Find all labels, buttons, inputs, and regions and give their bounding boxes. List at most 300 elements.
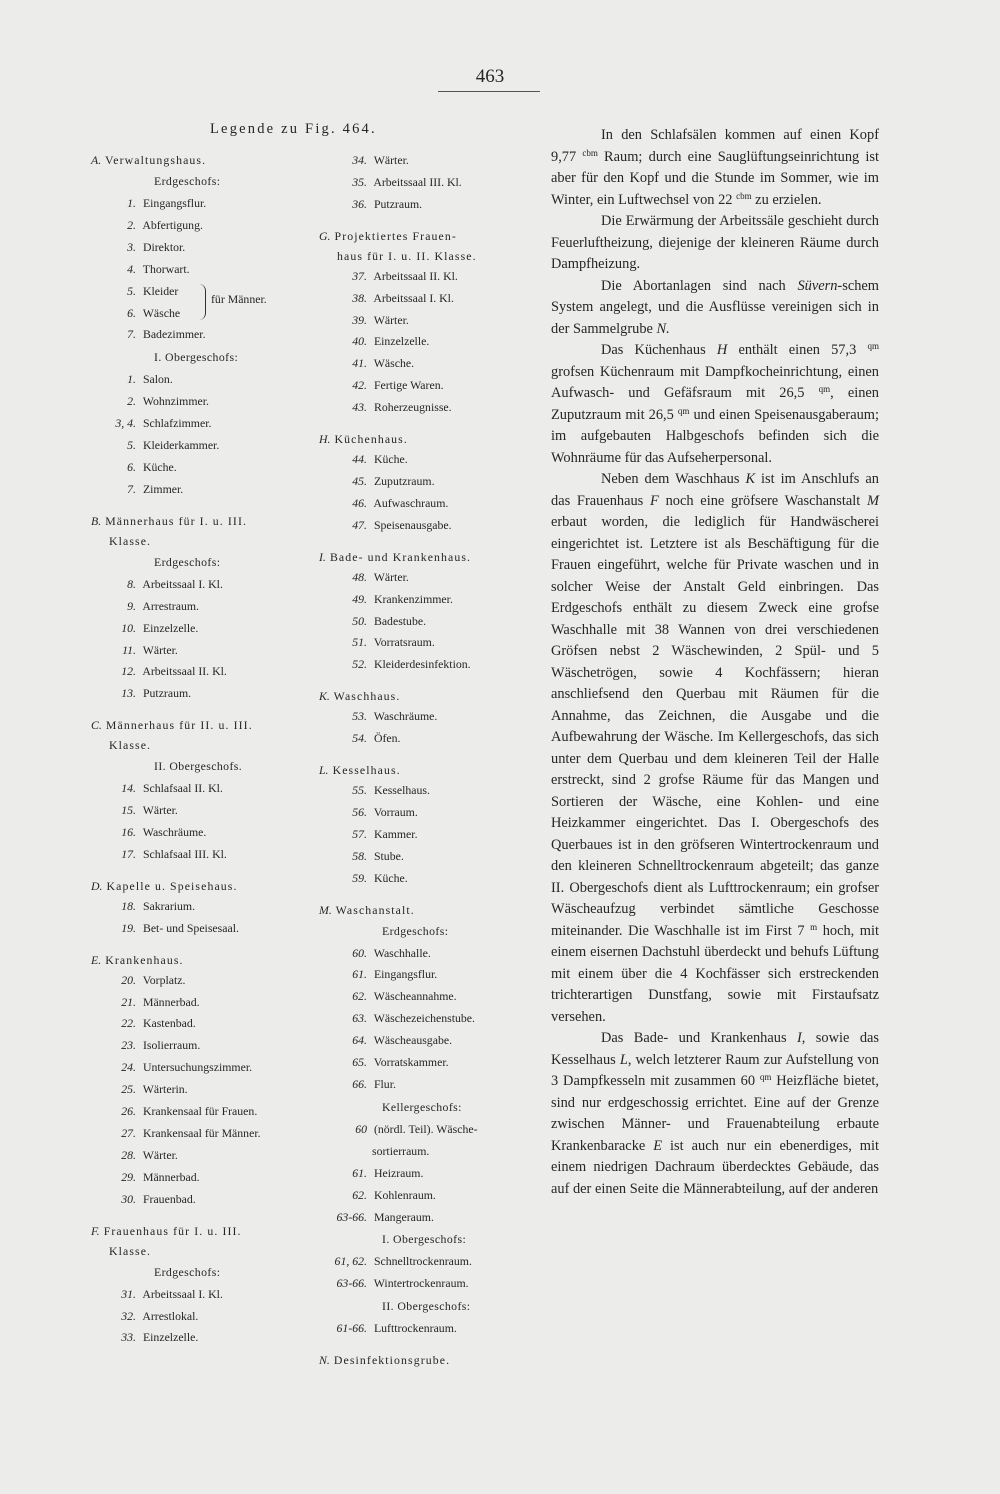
entry-number: 28. <box>121 1147 136 1162</box>
legend-entry <box>319 310 534 332</box>
legend-entry <box>91 574 331 596</box>
entry-number: 11. <box>122 642 136 657</box>
legend-entry <box>91 661 331 683</box>
entry-label: Arbeitssaal I. Kl. <box>373 290 454 305</box>
section-title: Kapelle u. Speisehaus. <box>106 878 238 893</box>
legend-section <box>91 876 331 940</box>
entry-number: 61, 62. <box>334 1254 367 1269</box>
entry-number: 62. <box>352 1187 367 1202</box>
legend-entry <box>319 943 534 965</box>
entry-number: 12. <box>121 664 136 679</box>
legend-section <box>91 715 331 866</box>
legend-section <box>319 429 534 537</box>
section-gap <box>319 419 534 429</box>
section-letter: A. <box>91 153 102 167</box>
legend-entry <box>319 1008 534 1030</box>
entry-label: Kesselhaus. <box>373 783 430 798</box>
legend-entry <box>91 391 331 413</box>
entry-label: Vorratsraum. <box>373 635 435 650</box>
entry-label: Isolierraum. <box>142 1038 201 1053</box>
entry-label: Abfertigung. <box>142 217 203 232</box>
section-letter: G. <box>319 228 331 243</box>
section-title: Waschanstalt. <box>335 902 415 917</box>
section-heading <box>91 1221 331 1241</box>
legend-entry <box>319 632 534 654</box>
entry-number: 6. <box>127 459 136 474</box>
legend-entry <box>319 331 534 353</box>
entry-number: 53. <box>352 709 367 724</box>
legend-entry <box>319 654 534 676</box>
entry-number: 36. <box>352 196 367 211</box>
legend-entry <box>319 780 534 802</box>
legend-entry <box>319 353 534 375</box>
legend-entry <box>91 640 331 662</box>
entry-number: 15. <box>121 803 136 818</box>
entry-number: 45. <box>352 473 367 488</box>
entry-number: 49. <box>352 591 367 606</box>
section-gap <box>319 537 534 547</box>
section-heading <box>319 686 534 706</box>
page-number-rule <box>438 91 540 92</box>
entry-label: Speisenausgabe. <box>373 517 452 532</box>
entry-label: Putzraum. <box>373 196 423 211</box>
legend-entry <box>91 1306 331 1328</box>
legend-entry <box>319 728 534 750</box>
entry-number: 60. <box>352 945 367 960</box>
legend-entry <box>319 172 534 194</box>
section-title: Desinfektionsgrube. <box>333 1353 451 1368</box>
entry-number: 35. <box>352 174 367 189</box>
legend-column-right <box>319 150 534 1370</box>
entry-label: Frauenbad. <box>142 1191 196 1206</box>
section-heading <box>319 900 534 920</box>
section-letter: M. <box>319 902 332 917</box>
entry-number: 57. <box>352 826 367 841</box>
section-gap <box>91 866 331 876</box>
legend-entry <box>91 369 331 391</box>
section-title: Verwaltungshaus. <box>105 153 207 167</box>
legend-entry <box>91 1284 331 1306</box>
entry-label: Putzraum. <box>142 686 192 701</box>
entry-label: Küche. <box>373 870 408 885</box>
entry-number: 31. <box>121 1286 136 1301</box>
legend-entry <box>91 479 331 501</box>
entry-number: 33. <box>121 1330 136 1345</box>
legend-entry <box>91 800 331 822</box>
legend-entry <box>319 964 534 986</box>
section-letter: N. <box>319 1353 330 1368</box>
entry-number: 48. <box>352 569 367 584</box>
legend-entry <box>319 802 534 824</box>
legend-entry <box>91 1013 331 1035</box>
entry-label-cont: sortierraum. <box>372 1143 430 1158</box>
entry-number: 18. <box>121 898 136 913</box>
entry-label: Fertige Waren. <box>373 378 444 393</box>
entry-label: Arrestraum. <box>142 598 199 613</box>
entry-number: 24. <box>121 1060 136 1075</box>
legend-entry <box>319 1030 534 1052</box>
entry-label: Zimmer. <box>142 481 184 496</box>
section-title: Projektiertes Frauen- <box>334 228 457 243</box>
legend-entry <box>319 449 534 471</box>
section-title-cont: Klasse. <box>109 738 152 753</box>
entry-number: 21. <box>121 994 136 1009</box>
entry-label: Stube. <box>373 848 404 863</box>
floor-heading: Kellergeschofs: <box>382 1099 462 1114</box>
legend-entry <box>91 970 331 992</box>
entry-number: 3. <box>127 239 136 254</box>
entry-label: Waschräume. <box>142 825 207 840</box>
floor-heading: Erdgeschofs: <box>154 554 221 569</box>
entry-number: 40. <box>352 334 367 349</box>
floor-heading: I. Obergeschofs: <box>382 1232 467 1247</box>
entry-number: 7. <box>127 481 136 496</box>
entry-label: Einzelzelle. <box>373 334 430 349</box>
section-title: Bade- und Krankenhaus. <box>329 549 472 564</box>
legend-entry <box>91 413 331 435</box>
entry-number: 34. <box>352 153 367 167</box>
entry-number: 54. <box>352 731 367 746</box>
entry-number: 63-66. <box>336 1276 367 1291</box>
entry-label: Krankenzimmer. <box>373 591 453 606</box>
section-gap <box>319 890 534 900</box>
section-gap <box>319 676 534 686</box>
section-gap <box>91 501 331 511</box>
legend-entry <box>319 266 534 288</box>
entry-number: 1. <box>127 372 136 387</box>
legend-section <box>319 1350 534 1370</box>
entry-label: Kleider <box>142 283 179 298</box>
entry-label: Wärter. <box>373 312 409 327</box>
entry-label: Flur. <box>373 1077 396 1091</box>
section-gap <box>319 216 534 226</box>
entry-label: Heizraum. <box>373 1165 424 1180</box>
legend-entry <box>91 1189 331 1211</box>
legend-entry <box>319 567 534 589</box>
legend-section <box>91 150 331 501</box>
section-heading <box>91 511 331 531</box>
entry-label: Sakrarium. <box>142 898 196 913</box>
legend-entry <box>91 1101 331 1123</box>
legend-entry <box>91 844 331 866</box>
legend-entry <box>91 215 331 237</box>
entry-number: 61. <box>352 967 367 982</box>
entry-label: Kleiderdesinfektion. <box>373 657 471 672</box>
entry-label: Zuputzraum. <box>373 473 435 488</box>
section-heading <box>319 760 534 780</box>
legend-section <box>319 547 534 677</box>
entry-label: Waschräume. <box>373 709 438 724</box>
section-letter: C. <box>91 718 102 733</box>
section-title: Frauenhaus für I. u. III. <box>103 1223 242 1238</box>
legend-entry <box>319 706 534 728</box>
entry-number: 41. <box>352 356 367 371</box>
entry-label: Küche. <box>142 459 177 474</box>
entry-number: 20. <box>121 972 136 987</box>
legend-entry <box>91 457 331 479</box>
entry-number: 22. <box>121 1016 136 1031</box>
legend-entry <box>319 1119 534 1141</box>
section-title-cont: Klasse. <box>109 1243 152 1258</box>
entry-number: 26. <box>121 1104 136 1119</box>
legend-entry <box>91 1145 331 1167</box>
section-letter: D. <box>91 878 103 893</box>
section-title-cont: Klasse. <box>109 533 152 548</box>
entry-number: 63-66. <box>336 1209 367 1224</box>
entry-number: 14. <box>121 781 136 796</box>
entry-label: Wohnzimmer. <box>142 394 209 409</box>
entry-number: 52. <box>352 657 367 672</box>
entry-number: 64. <box>352 1033 367 1048</box>
entry-number: 39. <box>352 312 367 327</box>
entry-label: Aufwaschraum. <box>373 495 449 510</box>
legend-section <box>91 1221 331 1350</box>
body-paragraph: In den Schlafsälen kommen auf einen Kopf 9,77 $^{cbm}$ Raum; durch eine Sauglüftungseinrichtung ist aber für den Kopf und die Stunde im Sommer, wie im Winter, ein Luftwechsel von 22 $^{cbm}$ zu erzielen. <box>551 127 879 208</box>
legend-entry <box>91 896 331 918</box>
legend-entry <box>319 1318 534 1340</box>
body-text-column <box>551 125 879 1200</box>
entry-number: 60 <box>355 1121 367 1136</box>
legend-entry <box>91 435 331 457</box>
entry-number: 25. <box>121 1082 136 1097</box>
entry-number: 43. <box>352 400 367 415</box>
entry-label: Öfen. <box>373 731 401 746</box>
body-paragraph: Die Abortanlagen sind nach Süvern-schem System angelegt, und die Ausflüsse vereinigen sich in der Sammelgrube N. <box>551 277 879 337</box>
legend-entry <box>319 493 534 515</box>
legend-entry <box>91 618 331 640</box>
legend-entry <box>319 1185 534 1207</box>
legend-entry <box>319 611 534 633</box>
entry-label: Krankensaal für Frauen. <box>142 1104 258 1119</box>
entry-number: 19. <box>121 920 136 935</box>
entry-label: Wärter. <box>373 569 409 584</box>
entry-number: 27. <box>121 1126 136 1140</box>
entry-label: Salon. <box>142 372 173 387</box>
section-title: Kesselhaus. <box>332 763 401 778</box>
section-title: Männerhaus für II. u. III. <box>105 718 253 733</box>
section-letter: B. <box>91 513 102 528</box>
floor-heading: II. Obergeschofs: <box>382 1299 471 1314</box>
entry-label: Badezimmer. <box>142 327 206 342</box>
body-paragraph: Das Küchenhaus H enthält einen 57,3 $^{qm}$ grofsen Küchenraum mit Dampfkocheinrichtung, einen Aufwasch- und Gefäfsraum mit 26,5 $^{qm}$, einen Zuputzraum mit 26,5 $^{qm}$ und einen Speisenausgaberaum; im aufgebauten Halbgeschofs befinden sich die Wohnräume für das Aufseherpersonal. <box>551 341 879 466</box>
entry-label: Lufttrockenraum. <box>373 1321 457 1336</box>
entry-label: Wäsche <box>142 305 181 320</box>
entry-label: Wärterin. <box>142 1082 188 1097</box>
entry-number: 9. <box>127 598 136 613</box>
section-letter: I. <box>319 549 326 564</box>
section-heading <box>91 715 331 735</box>
entry-label: Schlafzimmer. <box>142 416 212 431</box>
legend-entry <box>91 1167 331 1189</box>
entry-label: Wintertrockenraum. <box>373 1276 469 1291</box>
entry-label: Vorplatz. <box>142 972 186 987</box>
legend-entry <box>91 1035 331 1057</box>
brace-group <box>91 281 331 325</box>
entry-label: Vorratskammer. <box>373 1055 449 1070</box>
legend-entry <box>91 1123 331 1145</box>
legend-entry <box>319 288 534 310</box>
floor-heading: I. Obergeschofs: <box>154 350 239 365</box>
page-number: 463 <box>475 66 505 87</box>
entry-number: 66. <box>352 1077 367 1091</box>
entry-number: 50. <box>352 613 367 628</box>
entry-label: Kohlenraum. <box>373 1187 436 1202</box>
legend-entry <box>319 471 534 493</box>
entry-label: Wärter. <box>142 1147 178 1162</box>
legend-entry <box>319 397 534 419</box>
floor-heading: Erdgeschofs: <box>382 923 449 938</box>
entry-label: (nördl. Teil). Wäsche- <box>373 1121 478 1136</box>
section-heading <box>319 429 534 449</box>
section-heading <box>91 876 331 896</box>
entry-label: Schlafsaal II. Kl. <box>142 781 223 796</box>
entry-number: 30. <box>121 1191 136 1206</box>
legend-entry <box>91 1327 331 1349</box>
entry-label: Direktor. <box>142 239 186 254</box>
entry-label: Roherzeugnisse. <box>373 400 452 415</box>
entry-number: 63. <box>352 1011 367 1026</box>
entry-label: Mangeraum. <box>373 1209 434 1224</box>
entry-label: Wäscheannahme. <box>373 989 457 1004</box>
section-heading <box>319 1350 534 1370</box>
entry-number: 61-66. <box>336 1321 367 1336</box>
legend-entry <box>91 778 331 800</box>
legend-section <box>319 150 534 216</box>
legend-entry <box>91 683 331 705</box>
legend-title: Legende zu Fig. 464. <box>210 121 377 137</box>
legend-section <box>91 950 331 1211</box>
legend-entry <box>91 193 331 215</box>
entry-label: Arbeitssaal I. Kl. <box>142 1286 223 1301</box>
legend-entry <box>91 237 331 259</box>
legend-section <box>319 900 534 1341</box>
legend-section <box>319 686 534 750</box>
section-heading <box>319 226 534 246</box>
legend-entry <box>91 1057 331 1079</box>
entry-label: Kleiderkammer. <box>142 438 220 453</box>
legend-section <box>319 760 534 890</box>
section-letter: L. <box>319 763 329 778</box>
section-heading <box>91 150 331 170</box>
entry-label: Kastenbad. <box>142 1016 196 1031</box>
entry-number: 10. <box>121 620 136 635</box>
entry-label: Einzelzelle. <box>142 1330 199 1345</box>
entry-number: 2. <box>127 217 136 232</box>
entry-label: Untersuchungszimmer. <box>142 1060 253 1075</box>
legend-section <box>91 511 331 705</box>
legend-entry <box>91 1079 331 1101</box>
entry-label: Arrestlokal. <box>142 1308 199 1323</box>
entry-label: Küche. <box>373 452 408 467</box>
floor-heading: II. Obergeschofs. <box>154 759 243 774</box>
entry-label: Eingangsflur. <box>373 967 438 982</box>
entry-number: 16. <box>121 825 136 840</box>
entry-number: 56. <box>352 804 367 819</box>
entry-number: 51. <box>352 635 367 650</box>
entry-number: 2. <box>127 394 136 409</box>
floor-heading: Erdgeschofs: <box>154 1264 221 1279</box>
entry-number: 37. <box>352 268 367 283</box>
legend-column-left <box>91 150 331 1349</box>
legend-entry <box>319 150 534 172</box>
entry-label: Badestube. <box>373 613 427 628</box>
entry-label: Wäscheausgabe. <box>373 1033 453 1048</box>
entry-number: 42. <box>352 378 367 393</box>
entry-label: Wärter. <box>373 153 409 167</box>
entry-number: 65. <box>352 1055 367 1070</box>
legend-entry <box>319 375 534 397</box>
legend-entry <box>91 992 331 1014</box>
section-title: Waschhaus. <box>333 689 401 704</box>
section-letter: H. <box>319 432 331 447</box>
entry-number: 1. <box>127 196 136 210</box>
entry-label: Männerbad. <box>142 994 200 1009</box>
entry-label: Bet- und Speisesaal. <box>142 920 239 935</box>
legend-entry <box>91 324 331 346</box>
floor-heading: Erdgeschofs: <box>154 174 221 188</box>
legend-entry <box>319 1273 534 1295</box>
legend-section <box>319 226 534 419</box>
entry-label: Wäsche. <box>373 356 415 371</box>
entry-number: 59. <box>352 870 367 885</box>
entry-label: Vorraum. <box>373 804 418 819</box>
entry-number: 7. <box>127 327 136 342</box>
legend-entry <box>319 1052 534 1074</box>
entry-label: Schnelltrockenraum. <box>373 1254 472 1269</box>
entry-label: Arbeitssaal II. Kl. <box>373 268 458 283</box>
body-paragraph: Neben dem Waschhaus K ist im Anschlufs an das Frauenhaus F noch eine gröfsere Waschanstalt M erbaut worden, die lediglich für Handwäscherei eingerichtet ist. Letztere ist als Beschäftigung für die Frauen eingeführt, welche für Private waschen und in solcher Weise der Anstalt Geld einbringen. Das Erdgeschofs enthält zu diesem Zweck eine grofse Waschhalle mit 38 Wannen von drei verschiedenen Gröfsen nebst 2 Wäschewinden, 2 Spül- und 5 Wäschetrögen, sowie 4 Kochfässern; hieran anschliefsend den Querbau mit Räumen für die Annahme, das Zeichnen, die Ausgabe und die Aufbewahrung der Wäsche. Im Kellergeschofs, das sich unter dem Querbau und dem kleineren Teil der Halle erstreckt, sind 2 grofse Räume für das Mangen und Sortieren der Wäsche, eine Kohlen- und eine Heizkammer eingerichtet. Das I. Obergeschofs des Querbaues ist in den gröfseren Wintertrockenraum und den kleineren Schnelltrockenraum abgeteilt; das ganze II. Obergeschofs dient als Lufttrockenraum; ein grofser Wäscheaufzug verbindet sämtliche Geschosse miteinander. Die Waschhalle ist im First 7 $^m$ hoch, mit einem eisernen Dachstuhl überdeckt und behufs Lüftung mit einem über die 4 Kochfässer sich erstreckenden trichterartigen Dunstfang, sowie mit Firstaufsatz versehen. <box>551 471 879 1025</box>
entry-label: Arbeitssaal II. Kl. <box>142 664 227 679</box>
body-paragraph: Das Bade- und Krankenhaus I, sowie das Kesselhaus L, welch letzterer Raum zur Aufstellung von 3 Dampfkesseln mit zusammen 60 $^{qm}$ Heizfläche bietet, sind nur erdgeschossig errichtet. Eine auf der Grenze zwischen Männer- und Frauenabteilung erbaute Krankenbaracke E ist auch nur ein ebenerdiges, mit einem niedrigen Dachraum überdecktes Gebäude, das auf der einen Seite die Männerabteilung, auf der anderen <box>551 1030 879 1197</box>
body-paragraph: Die Erwärmung der Arbeitssäle geschieht durch Feuerluftheizung, diejenige der kleineren Räume durch Dampfheizung. <box>551 213 879 272</box>
entry-number: 58. <box>352 848 367 863</box>
section-gap <box>319 750 534 760</box>
legend-entry <box>91 918 331 940</box>
entry-number: 55. <box>352 783 367 798</box>
entry-number: 47. <box>352 517 367 532</box>
entry-number: 29. <box>121 1169 136 1184</box>
entry-label: Waschhalle. <box>373 945 431 960</box>
section-gap <box>91 1211 331 1221</box>
entry-label: Eingangsflur. <box>142 196 207 210</box>
section-letter: F. <box>91 1223 100 1238</box>
legend-entry <box>319 1074 534 1096</box>
entry-label: Wärter. <box>142 803 178 818</box>
legend-entry <box>319 1163 534 1185</box>
entry-number: 13. <box>121 686 136 701</box>
entry-number: 32. <box>121 1308 136 1323</box>
section-gap <box>91 705 331 715</box>
brace-bracket <box>199 284 206 320</box>
entry-number: 6. <box>127 305 136 320</box>
legend-entry <box>319 846 534 868</box>
entry-label: Kammer. <box>373 826 418 841</box>
section-title-cont: haus für I. u. II. Klasse. <box>337 248 477 263</box>
entry-number: 8. <box>127 576 136 591</box>
legend-entry <box>319 194 534 216</box>
section-title: Küchenhaus. <box>334 432 408 447</box>
entry-number: 5. <box>127 438 136 453</box>
section-title: Männerhaus für I. u. III. <box>105 513 248 528</box>
entry-number: 44. <box>352 452 367 467</box>
entry-label: Männerbad. <box>142 1169 200 1184</box>
section-gap <box>319 1340 534 1350</box>
entry-label: Krankensaal für Männer. <box>142 1126 261 1140</box>
entry-number: 5. <box>127 283 136 298</box>
legend-entry <box>319 515 534 537</box>
section-gap <box>91 940 331 950</box>
legend-entry <box>91 596 331 618</box>
